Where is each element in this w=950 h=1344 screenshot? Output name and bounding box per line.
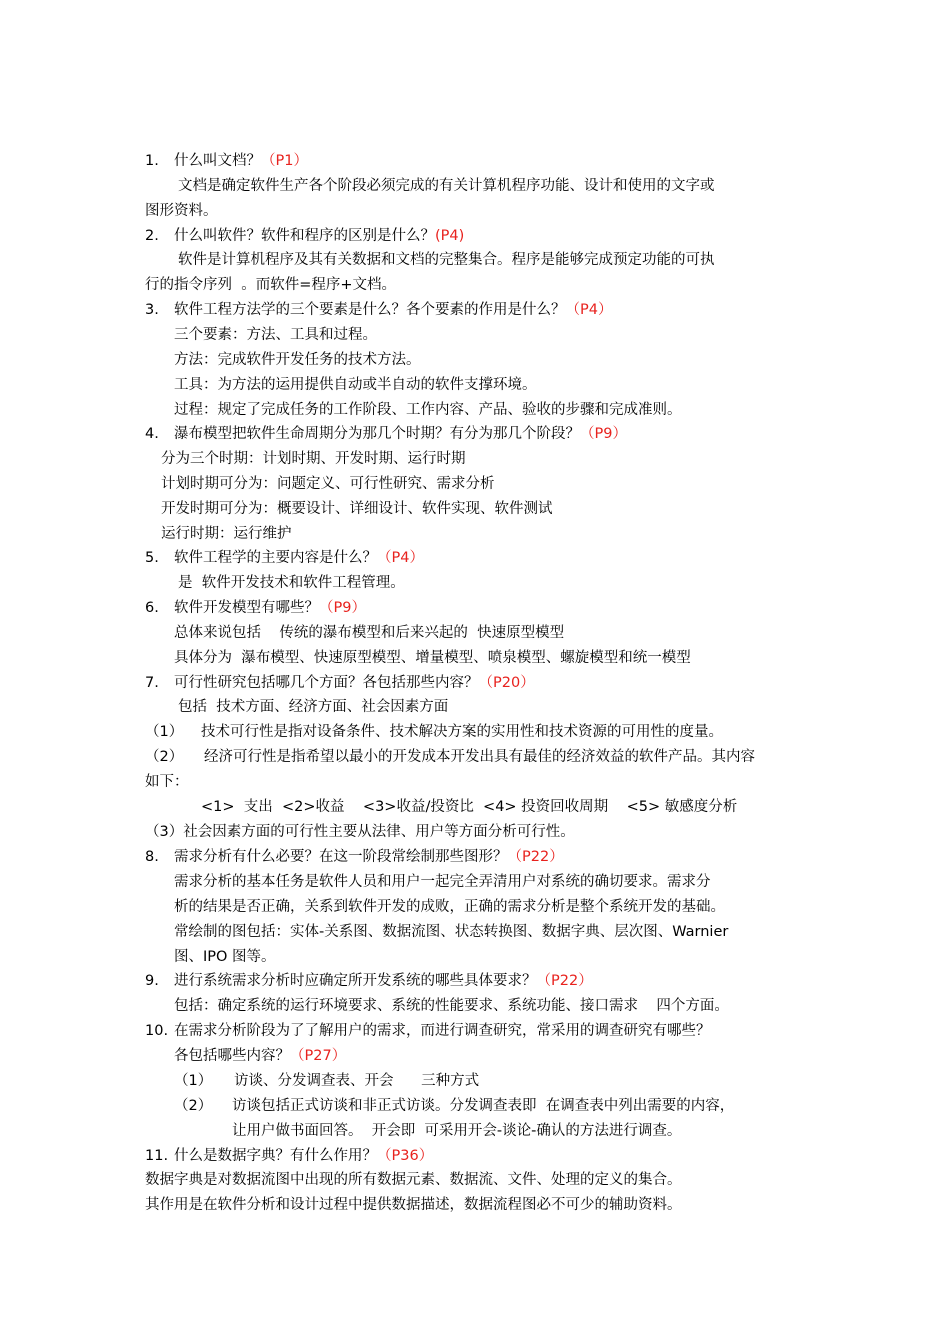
list-number: 2. [145, 228, 159, 244]
list-number: 7. [145, 675, 159, 691]
answer-line: 包括：确定系统的运行环境要求、系统的性能要求、系统功能、接口需求 四个方面。 [174, 998, 729, 1014]
line-text: 软件开发模型有哪些？ [174, 600, 319, 616]
answer-line: <1> 支出 <2>收益 <3>收益/投资比 <4> 投资回收周期 <5> 敏感度分析 [201, 799, 738, 815]
line-text: 什么叫软件？软件和程序的区别是什么？ [174, 228, 435, 244]
line-text: 什么是数据字典？有什么作用？ [174, 1148, 377, 1164]
list-number: 6. [145, 600, 159, 616]
line-text: 进行系统需求分析时应确定所开发系统的哪些具体要求？ [174, 973, 537, 989]
list-number: 4. [145, 426, 159, 442]
answer-line: 方法：完成软件开发任务的技术方法。 [174, 352, 421, 368]
line-text: 各包括哪些内容？ [174, 1048, 290, 1064]
answer-line: 常绘制的图包括：实体-关系图、数据流图、状态转换图、数据字典、层次图、Warnier [174, 924, 729, 940]
list-number: 10. [145, 1023, 169, 1039]
page-reference: （P4） [377, 550, 424, 566]
page-reference: （P20） [478, 675, 535, 691]
list-number: 5. [145, 550, 159, 566]
line-text: 瀑布模型把软件生命周期分为那几个时期？有分为那几个阶段？ [174, 426, 580, 442]
answer-line: 计划时期可分为：问题定义、可行性研究、需求分析 [161, 476, 495, 492]
list-number: 3. [145, 302, 159, 318]
answer-line: 工具：为方法的运用提供自动或半自动的软件支撑环境。 [174, 377, 537, 393]
answer-line: （3）社会因素方面的可行性主要从法律、用户等方面分析可行性。 [145, 824, 575, 840]
answer-line: 需求分析的基本任务是软件人员和用户一起完全弄清用户对系统的确切要求。需求分 [174, 874, 711, 890]
answer-line: 数据字典是对数据流图中出现的所有数据元素、数据流、文件、处理的定义的集合。 [145, 1172, 682, 1188]
answer-line: 开发时期可分为：概要设计、详细设计、软件实现、软件测试 [161, 501, 553, 517]
answer-line: 过程：规定了完成任务的工作阶段、工作内容、产品、验收的步骤和完成准则。 [174, 402, 682, 418]
line-text: 在需求分析阶段为了了解用户的需求，而进行调查研究，常采用的调查研究有哪些？ [174, 1023, 711, 1039]
line-text: 软件工程方法学的三个要素是什么？各个要素的作用是什么？ [174, 302, 566, 318]
list-number: 8. [145, 849, 159, 865]
answer-line: 图形资料。 [145, 203, 218, 219]
list-number: （1） [145, 724, 184, 740]
answer-line: 三个要素：方法、工具和过程。 [174, 327, 377, 343]
page-reference: （P27） [290, 1048, 347, 1064]
question-10-continued [174, 1044, 346, 1069]
answer-line: 析的结果是否正确，关系到软件开发的成败，正确的需求分析是整个系统开发的基础。 [174, 899, 725, 915]
page-reference: (P4) [435, 228, 465, 244]
line-text: 经济可行性是指希望以最小的开发成本开发出具有最佳的经济效益的软件产品。其内容 [204, 749, 755, 765]
answer-line: 其作用是在软件分析和设计过程中提供数据描述，数据流程图必不可少的辅助资料。 [145, 1197, 682, 1213]
line-text: 软件工程学的主要内容是什么？ [174, 550, 377, 566]
page-reference: （P9） [319, 600, 366, 616]
answer-line: 行的指令序列 。而软件=程序+文档。 [145, 277, 397, 293]
list-number: （2） [174, 1098, 213, 1114]
line-text: 技术可行性是指对设备条件、技术解决方案的实用性和技术资源的可用性的度量。 [201, 724, 723, 740]
line-text: 什么叫文档？ [174, 153, 261, 169]
answer-line: 具体分为 瀑布模型、快速原型模型、增量模型、喷泉模型、螺旋模型和统一模型 [174, 650, 691, 666]
line-text: 可行性研究包括哪几个方面？各包括那些内容？ [174, 675, 479, 691]
page-reference: （P9） [580, 426, 627, 442]
line-text: 访谈包括正式访谈和非正式访谈。分发调查表即 在调查表中列出需要的内容， [232, 1098, 735, 1114]
answer-line: 软件是计算机程序及其有关数据和文档的完整集合。程序是能够完成预定功能的可执 [178, 252, 715, 268]
answer-line: 如下： [145, 774, 189, 790]
list-number: 1. [145, 153, 159, 169]
page-reference: （P4） [565, 302, 613, 318]
answer-line: 分为三个时期：计划时期、开发时期、运行时期 [161, 451, 466, 467]
answer-line: 包括 技术方面、经济方面、社会因素方面 [178, 699, 449, 715]
answer-line: 运行时期：运行维护 [161, 526, 292, 542]
list-number: 11. [145, 1148, 169, 1164]
page-reference: （P22） [507, 849, 564, 865]
answer-line: 让用户做书面回答。 开会即 可采用开会-谈论-确认的方法进行调查。 [232, 1123, 682, 1139]
page-reference: （P22） [536, 973, 593, 989]
answer-line: 是 软件开发技术和软件工程管理。 [178, 575, 405, 591]
answer-line: 文档是确定软件生产各个阶段必须完成的有关计算机程序功能、设计和使用的文字或 [178, 178, 715, 194]
list-number: （2） [145, 749, 184, 765]
list-number: （1） [174, 1073, 213, 1089]
page-reference: （P36） [377, 1148, 434, 1164]
line-text: 需求分析有什么必要？在这一阶段常绘制那些图形？ [174, 849, 508, 865]
answer-line: 图、IPO 图等。 [174, 949, 276, 965]
page-reference: （P1） [261, 153, 308, 169]
list-number: 9. [145, 973, 159, 989]
answer-line: 总体来说包括 传统的瀑布模型和后来兴起的 快速原型模型 [174, 625, 565, 641]
line-text: 访谈、分发调查表、开会 三种方式 [234, 1073, 480, 1089]
